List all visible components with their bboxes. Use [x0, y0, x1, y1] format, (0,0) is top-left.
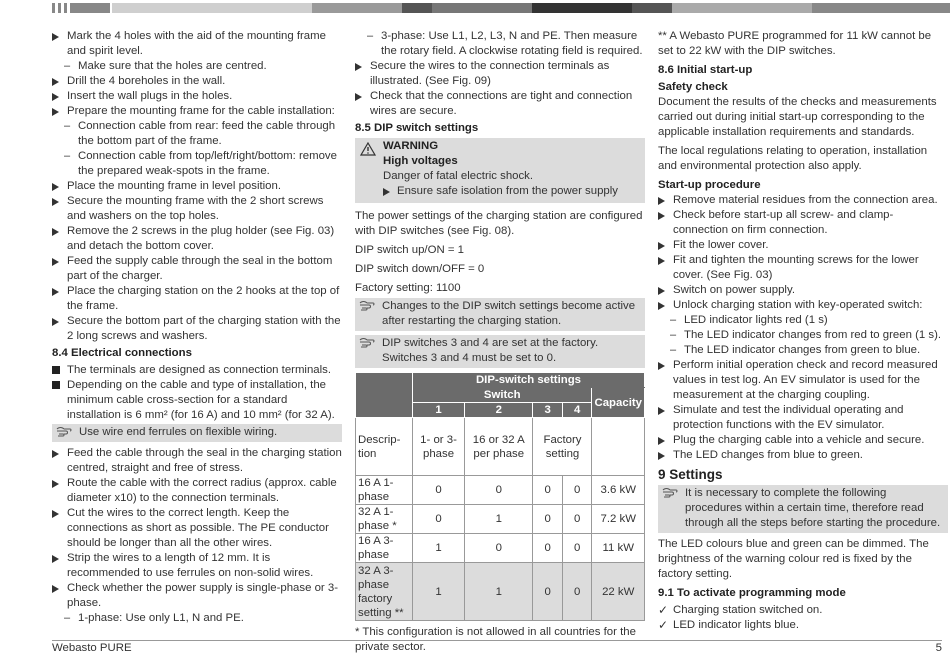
- switch-value-cell: 1: [413, 563, 465, 621]
- table-row: [356, 563, 645, 621]
- switch-value-cell: 0: [533, 476, 563, 505]
- switch-value-cell: 0: [533, 534, 563, 563]
- switch-header: Switch: [413, 388, 592, 403]
- note-dip-factory-text: DIP switches 3 and 4 are set at the factory. Switches 3 and 4 must be set to 0.: [382, 337, 599, 364]
- list-item: [658, 283, 948, 298]
- arrow-bullet-icon: [52, 33, 59, 41]
- safety-p1: Document the results of the checks and measurements carried out during initial start-up corresponding to the applicable installation requirements and standards.: [658, 96, 937, 138]
- checklist-item: [658, 618, 948, 633]
- note-procedure-time-text: It is necessary to complete the following procedures within a certain time, therefore read through all the steps before starting the procedure.: [685, 487, 941, 529]
- arrow-bullet-icon: [658, 437, 665, 445]
- list-item: [658, 253, 948, 283]
- switch-4-header: 4: [562, 403, 592, 418]
- dip-off: DIP switch down/OFF = 0: [355, 263, 485, 275]
- arrow-bullet-icon: [658, 407, 665, 415]
- table-row: [356, 505, 645, 534]
- dip-on: DIP switch up/ON = 1: [355, 244, 464, 256]
- footer-product-name: Webasto PURE: [52, 642, 132, 654]
- programming-checklist: [658, 603, 948, 633]
- section-8-4-heading: 8.4 Electrical connections: [52, 347, 192, 359]
- list-item: [52, 551, 342, 581]
- list-item-text: Fit the lower cover.: [673, 239, 769, 251]
- list-item: [52, 104, 342, 119]
- dash-bullet-icon: –: [64, 612, 71, 624]
- switch-value-cell: 0: [562, 505, 592, 534]
- list-item-text: Feed the supply cable through the seal in the bottom part of the charger.: [67, 255, 333, 282]
- note-ferrules-text: Use wire end ferrules on flexible wiring.: [79, 426, 278, 438]
- list-item: [52, 89, 342, 104]
- list-item: [52, 59, 342, 74]
- row-label: 32 A 3-phase factory setting **: [356, 563, 413, 621]
- warning-action: [383, 184, 639, 199]
- row-label: 16 A 1-phase: [356, 476, 413, 505]
- switch-3-header: 3: [533, 403, 563, 418]
- list-item-text: Simulate and test the individual operating and protection functions with the EV simulator.: [673, 404, 904, 431]
- arrow-bullet-icon: [52, 510, 59, 518]
- list-item-text: Mark the 4 holes with the aid of the mounting frame and spirit level.: [67, 30, 326, 57]
- arrow-bullet-icon: [355, 93, 362, 101]
- startup-steps-list: [658, 193, 948, 463]
- switch-value-cell: 0: [562, 563, 592, 621]
- checklist-item-text: LED indicator lights blue.: [673, 619, 799, 631]
- list-item: [658, 313, 948, 328]
- list-item-text: Connection cable from rear: feed the cable through the bottom part of the frame.: [78, 120, 336, 147]
- section-8-6-heading: 8.6 Initial start-up: [658, 64, 753, 76]
- list-item: [658, 193, 948, 208]
- dash-bullet-icon: –: [367, 30, 374, 42]
- list-item-text: The LED changes from blue to green.: [673, 449, 863, 461]
- capacity-cell: 3.6 kW: [592, 476, 645, 505]
- list-item: [52, 74, 342, 89]
- arrow-bullet-icon: [52, 108, 59, 116]
- list-item-text: Prepare the mounting frame for the cable installation:: [67, 105, 335, 117]
- dip-intro: The power settings of the charging station are configured with DIP switches (see Fig. 08).: [355, 210, 643, 237]
- list-item-text: LED indicator lights red (1 s): [684, 314, 828, 326]
- warning-action-text: Ensure safe isolation from the power supply: [397, 185, 618, 197]
- list-item: [52, 149, 342, 179]
- list-item-text: 3-phase: Use L1, L2, L3, N and PE. Then measure the rotary field. A clockwise rotating field is required.: [381, 30, 643, 57]
- list-item-text: Check whether the power supply is single-phase or 3-phase.: [67, 582, 338, 609]
- section-8-5-heading: 8.5 DIP switch settings: [355, 122, 479, 134]
- capacity-header: Capacity: [592, 388, 645, 418]
- list-item-text: Feed the cable through the seal in the charging station centred, straight and free of stress.: [67, 447, 342, 474]
- mounting-steps-list: [52, 29, 342, 344]
- check-mark-icon: ✓: [658, 618, 669, 632]
- list-item: [52, 378, 342, 423]
- list-item: [658, 208, 948, 238]
- list-item-text: Route the cable with the correct radius (approx. cable diameter x10) to the connection terminals.: [67, 477, 337, 504]
- warning-title: WARNING: [383, 140, 439, 152]
- led-dim-paragraph: The LED colours blue and green can be dimmed. The brightness of the warning colour red is fixed by the factory setting.: [658, 538, 929, 580]
- wiring-steps-list: [355, 29, 645, 119]
- list-item-text: Secure the wires to the connection terminals as illustrated. (See Fig. 09): [370, 60, 610, 87]
- list-item-text: Insert the wall plugs in the holes.: [67, 90, 233, 102]
- dash-bullet-icon: –: [64, 150, 71, 162]
- arrow-bullet-icon: [52, 318, 59, 326]
- list-item-text: Secure the bottom part of the charging station with the 2 long screws and washers.: [67, 315, 341, 342]
- switch-value-cell: 0: [533, 563, 563, 621]
- list-item: [658, 328, 948, 343]
- list-item: [355, 29, 645, 59]
- square-bullet-icon: [52, 366, 60, 374]
- list-item: [658, 358, 948, 403]
- row-label: 32 A 1-phase *: [356, 505, 413, 534]
- list-item: [658, 238, 948, 253]
- switch-value-cell: 1: [413, 534, 465, 563]
- arrow-bullet-icon: [52, 288, 59, 296]
- dash-bullet-icon: –: [670, 314, 677, 326]
- switch-2-header: 2: [465, 403, 533, 418]
- factory-setting: Factory setting: 1100: [355, 282, 461, 294]
- capacity-cell: 7.2 kW: [592, 505, 645, 534]
- desc-switch-2: 16 or 32 A per phase: [465, 418, 533, 476]
- square-bullet-icon: [52, 381, 60, 389]
- arrow-bullet-icon: [658, 197, 665, 205]
- arrow-bullet-icon: [658, 302, 665, 310]
- table-row: [356, 476, 645, 505]
- list-item-text: 1-phase: Use only L1, N and PE.: [78, 612, 244, 624]
- list-item-text: The LED indicator changes from red to green (1 s).: [684, 329, 942, 341]
- switch-value-cell: 0: [413, 505, 465, 534]
- switch-value-cell: 1: [465, 563, 533, 621]
- switch-value-cell: 0: [413, 476, 465, 505]
- desc-switch-1: 1- or 3-phase: [413, 418, 465, 476]
- switch-value-cell: 0: [562, 476, 592, 505]
- list-item: [52, 119, 342, 149]
- warning-subtitle: High voltages: [383, 155, 458, 167]
- list-item-text: Strip the wires to a length of 12 mm. It is recommended to use ferrules on non-solid wires.: [67, 552, 314, 579]
- table-title: DIP-switch settings: [413, 373, 645, 388]
- footnote-22kw: ** A Webasto PURE programmed for 11 kW cannot be set to 22 kW with the DIP switches.: [658, 30, 932, 57]
- desc-switch-3-4: Factory setting: [533, 418, 592, 476]
- list-item-text: Fit and tighten the mounting screws for the lower cover. (See Fig. 03): [673, 254, 919, 281]
- list-item-text: Depending on the cable and type of installation, the minimum cable cross-section for a standard installation is 6 mm² (for 16 A) and 10 mm² (for 32 A).: [67, 379, 335, 421]
- electrical-notes-list: [52, 363, 342, 423]
- list-item: [658, 403, 948, 433]
- arrow-bullet-icon: [658, 212, 665, 220]
- list-item-text: Make sure that the holes are centred.: [78, 60, 267, 72]
- list-item-text: Place the charging station on the 2 hooks at the top of the frame.: [67, 285, 340, 312]
- arrow-bullet-icon: [52, 93, 59, 101]
- dash-bullet-icon: –: [64, 120, 71, 132]
- arrow-bullet-icon: [52, 585, 59, 593]
- safety-p2: The local regulations relating to operation, installation and environmental protection also apply.: [658, 145, 928, 172]
- capacity-cell: 22 kW: [592, 563, 645, 621]
- pointing-hand-icon: [359, 300, 376, 311]
- arrow-bullet-icon: [52, 183, 59, 191]
- switch-value-cell: 1: [465, 505, 533, 534]
- list-item: [355, 89, 645, 119]
- arrow-bullet-icon: [658, 452, 665, 460]
- list-item-text: Perform initial operation check and record measured values in test log. An EV simulator is used for the measurement at the charging coupling.: [673, 359, 938, 401]
- list-item-text: Cut the wires to the correct length. Keep the connections as short as possible. The PE conductor should be longer than all the other wires.: [67, 507, 329, 549]
- header-decoration-bar: [52, 3, 950, 13]
- list-item: [52, 254, 342, 284]
- dip-switch-table: [355, 372, 645, 621]
- list-item: [355, 59, 645, 89]
- list-item-text: Check before start-up all screw- and clamp-connection on firm connection.: [673, 209, 894, 236]
- list-item: [658, 298, 948, 313]
- list-item: [52, 284, 342, 314]
- column-left: [52, 29, 342, 626]
- list-item-text: Remove the 2 screws in the plug holder (see Fig. 03) and detach the bottom cover.: [67, 225, 335, 252]
- row-label: 16 A 3-phase: [356, 534, 413, 563]
- list-item-text: Connection cable from top/left/right/bottom: remove the prepared weak-spots in the frame.: [78, 150, 337, 177]
- checklist-item: [658, 603, 948, 618]
- list-item-text: Remove material residues from the connection area.: [673, 194, 938, 206]
- column-middle: [355, 29, 645, 659]
- arrow-bullet-icon: [658, 287, 665, 295]
- pointing-hand-icon: [662, 487, 679, 498]
- switch-value-cell: 0: [562, 534, 592, 563]
- warning-triangle-icon: [360, 142, 376, 156]
- list-item: [658, 448, 948, 463]
- list-item: [52, 476, 342, 506]
- arrow-bullet-icon: [52, 480, 59, 488]
- dash-bullet-icon: –: [64, 60, 71, 72]
- note-ferrules: [52, 424, 342, 442]
- warning-box: [355, 138, 645, 203]
- pointing-hand-icon: [359, 337, 376, 348]
- section-9-heading: 9 Settings: [658, 467, 723, 482]
- arrow-bullet-icon: [658, 362, 665, 370]
- arrow-bullet-icon: [52, 450, 59, 458]
- check-mark-icon: ✓: [658, 603, 669, 617]
- column-right: [658, 29, 948, 633]
- checklist-item-text: Charging station switched on.: [673, 604, 823, 616]
- safety-check-heading: Safety check: [658, 81, 728, 93]
- dash-bullet-icon: –: [670, 344, 677, 356]
- startup-heading: Start-up procedure: [658, 179, 761, 191]
- pointing-hand-icon: [56, 426, 73, 437]
- desc-label: Descrip-tion: [356, 418, 413, 476]
- list-item: [52, 363, 342, 378]
- dash-bullet-icon: –: [670, 329, 677, 341]
- switch-value-cell: 0: [465, 476, 533, 505]
- arrow-bullet-icon: [658, 257, 665, 265]
- arrow-bullet-icon: [52, 258, 59, 266]
- note-dip-restart-text: Changes to the DIP switch settings become active after restarting the charging station.: [382, 300, 636, 327]
- arrow-bullet-icon: [383, 188, 390, 196]
- list-item: [52, 194, 342, 224]
- page-footer: [52, 640, 942, 654]
- capacity-cell: 11 kW: [592, 534, 645, 563]
- arrow-bullet-icon: [355, 63, 362, 71]
- arrow-bullet-icon: [658, 242, 665, 250]
- list-item-text: Place the mounting frame in level position.: [67, 180, 282, 192]
- list-item-text: Plug the charging cable into a vehicle and secure.: [673, 434, 925, 446]
- table-footnote: * This configuration is not allowed in all countries for the private sector.: [355, 626, 636, 653]
- arrow-bullet-icon: [52, 555, 59, 563]
- list-item: [52, 179, 342, 194]
- list-item: [52, 314, 342, 344]
- list-item-text: Unlock charging station with key-operated switch:: [673, 299, 923, 311]
- note-dip-factory: [355, 335, 645, 368]
- table-row: [356, 534, 645, 563]
- list-item: [52, 506, 342, 551]
- switch-value-cell: 0: [465, 534, 533, 563]
- list-item-text: Switch on power supply.: [673, 284, 795, 296]
- list-item-text: The LED indicator changes from green to blue.: [684, 344, 921, 356]
- note-procedure-time: [658, 485, 948, 533]
- list-item: [52, 29, 342, 59]
- list-item-text: The terminals are designed as connection terminals.: [67, 364, 332, 376]
- list-item-text: Drill the 4 boreholes in the wall.: [67, 75, 226, 87]
- page-number: 5: [935, 642, 942, 654]
- list-item-text: Check that the connections are tight and connection wires are secure.: [370, 90, 633, 117]
- arrow-bullet-icon: [52, 228, 59, 236]
- list-item: [658, 343, 948, 358]
- section-9-1-heading: 9.1 To activate programming mode: [658, 587, 846, 599]
- list-item: [52, 224, 342, 254]
- cable-steps-list: [52, 446, 342, 626]
- switch-value-cell: 0: [533, 505, 563, 534]
- switch-1-header: 1: [413, 403, 465, 418]
- list-item: [52, 581, 342, 611]
- list-item: [52, 611, 342, 626]
- arrow-bullet-icon: [52, 198, 59, 206]
- list-item: [52, 446, 342, 476]
- list-item-text: Secure the mounting frame with the 2 short screws and washers on the top holes.: [67, 195, 324, 222]
- note-dip-restart: [355, 298, 645, 331]
- warning-text: Danger of fatal electric shock.: [383, 170, 534, 182]
- list-item: [658, 433, 948, 448]
- arrow-bullet-icon: [52, 78, 59, 86]
